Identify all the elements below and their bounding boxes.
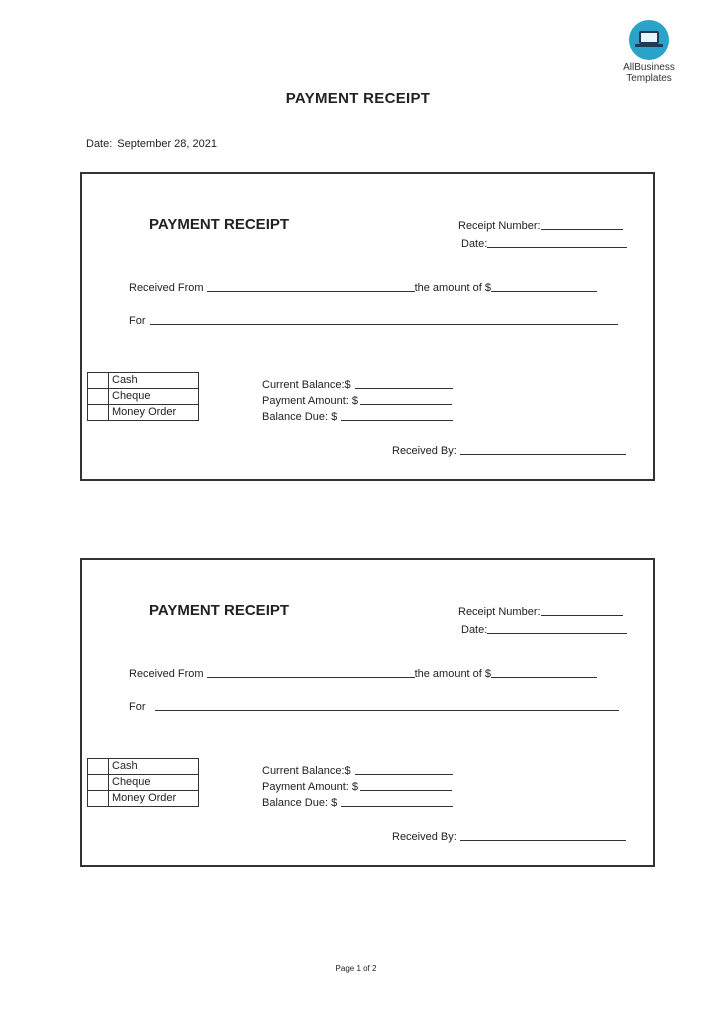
cash-checkbox[interactable]	[88, 759, 109, 775]
received-from-field	[129, 668, 597, 680]
received-by-label: Received By:	[392, 445, 457, 457]
money-order-checkbox[interactable]	[88, 405, 109, 421]
logo-line-2: Templates	[626, 73, 672, 84]
page-number: Page 1 of 2	[335, 964, 377, 973]
for-field	[129, 701, 619, 713]
receipt-date-line[interactable]	[487, 632, 627, 634]
receipt-number-label: Receipt Number:	[458, 220, 541, 232]
payment-amount-label: Payment Amount: $	[262, 781, 358, 793]
payment-method-row	[88, 775, 199, 791]
receipt-title: PAYMENT RECEIPT	[149, 216, 290, 233]
receipt-number-field	[458, 220, 623, 232]
for-label: For	[129, 315, 146, 327]
payment-method-row	[88, 759, 199, 775]
for-field	[129, 315, 618, 327]
payment-amount-line[interactable]	[360, 789, 452, 791]
logo-line-1: AllBusiness	[623, 62, 675, 73]
received-from-line[interactable]	[207, 676, 415, 678]
current-balance-line[interactable]	[355, 387, 453, 389]
cheque-checkbox[interactable]	[88, 389, 109, 405]
payment-amount-line[interactable]	[360, 403, 452, 405]
laptop-logo-icon	[629, 20, 669, 60]
cash-checkbox[interactable]	[88, 373, 109, 389]
receipt-form-1	[80, 172, 655, 481]
payment-method-label: Money Order	[109, 405, 199, 421]
for-line[interactable]	[150, 323, 618, 325]
receipt-number-field	[458, 606, 623, 618]
received-from-label: Received From	[129, 282, 204, 294]
payment-method-label: Cash	[109, 373, 199, 389]
balance-due-line[interactable]	[341, 805, 453, 807]
document-date	[86, 138, 222, 150]
receipt-title: PAYMENT RECEIPT	[149, 602, 290, 619]
balance-due-label: Balance Due: $	[262, 797, 338, 809]
document-date-label: Date:	[86, 138, 113, 150]
receipt-date-label: Date:	[461, 624, 488, 636]
balance-due-line[interactable]	[341, 419, 453, 421]
receipt-date-label: Date:	[461, 238, 488, 250]
balance-due-field	[262, 797, 453, 809]
company-logo	[614, 20, 684, 84]
amount-label: the amount of $	[414, 282, 492, 294]
payment-method-row	[88, 373, 199, 389]
for-line[interactable]	[155, 709, 619, 711]
received-by-line[interactable]	[460, 839, 626, 841]
payment-amount-field	[262, 781, 452, 793]
current-balance-label: Current Balance:$	[262, 379, 351, 391]
payment-amount-label: Payment Amount: $	[262, 395, 358, 407]
received-by-label: Received By:	[392, 831, 457, 843]
cheque-checkbox[interactable]	[88, 775, 109, 791]
received-from-line[interactable]	[207, 290, 415, 292]
payment-amount-field	[262, 395, 452, 407]
receipt-number-line[interactable]	[541, 228, 623, 230]
payment-method-label: Cheque	[109, 389, 199, 405]
payment-method-label: Cheque	[109, 775, 199, 791]
receipt-date-line[interactable]	[487, 246, 627, 248]
current-balance-field	[262, 765, 453, 777]
current-balance-line[interactable]	[355, 773, 453, 775]
payment-method-label: Cash	[109, 759, 199, 775]
receipt-number-label: Receipt Number:	[458, 606, 541, 618]
money-order-checkbox[interactable]	[88, 791, 109, 807]
payment-method-table	[87, 372, 199, 421]
document-title: PAYMENT RECEIPT	[285, 90, 431, 107]
current-balance-label: Current Balance:$	[262, 765, 351, 777]
payment-method-label: Money Order	[109, 791, 199, 807]
for-label: For	[129, 701, 146, 713]
received-by-field	[392, 831, 626, 843]
received-by-field	[392, 445, 626, 457]
current-balance-field	[262, 379, 453, 391]
balance-due-label: Balance Due: $	[262, 411, 338, 423]
document-date-value: September 28, 2021	[117, 138, 217, 150]
received-from-label: Received From	[129, 668, 204, 680]
receipt-form-2	[80, 558, 655, 867]
received-by-line[interactable]	[460, 453, 626, 455]
payment-method-row	[88, 389, 199, 405]
amount-line[interactable]	[491, 676, 597, 678]
payment-method-row	[88, 405, 199, 421]
amount-line[interactable]	[491, 290, 597, 292]
receipt-number-line[interactable]	[541, 614, 623, 616]
received-from-field	[129, 282, 597, 294]
balance-due-field	[262, 411, 453, 423]
receipt-date-field	[461, 624, 627, 636]
payment-method-table	[87, 758, 199, 807]
receipt-date-field	[461, 238, 627, 250]
payment-method-row	[88, 791, 199, 807]
amount-label: the amount of $	[414, 668, 492, 680]
